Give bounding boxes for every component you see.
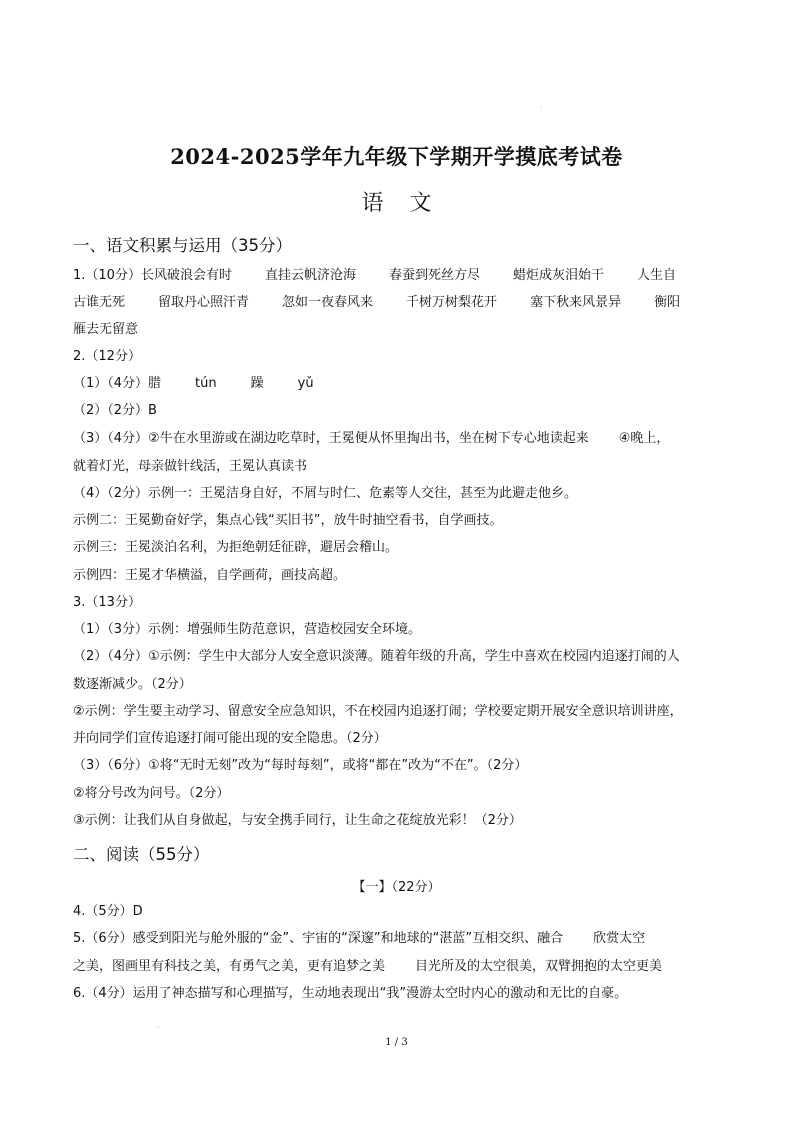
answer-text: 5.（6分）感受到阳光与舱外服的“金”、宇宙的“深邃”和地球的“湛蓝”互相交织、融合 <box>73 931 564 946</box>
answer-text: 塞下秋来风景异 <box>530 295 622 310</box>
answer-line: 示例四：王冕才华横溢，自学画荷，画技高超。 <box>73 568 347 583</box>
section-heading-2: 二、阅读（55分） <box>73 845 210 864</box>
answer-line: ③示例：让我们从自身做起，与安全携手同行，让生命之花绽放光彩！（2分） <box>73 813 522 828</box>
question-head: 3.（13分） <box>73 595 141 610</box>
answer-line: ②将分号改为问号。（2分） <box>73 786 230 801</box>
answer-line: （4）（2分）示例一：王冕洁身自好，不屑与时仁、危素等人交往，甚至为此避走他乡。 <box>73 486 578 501</box>
answer-text: 躁 <box>250 376 264 391</box>
answer-line: （3）（6分）①将“无时无刻”改为“每时每刻”，或将“都在”改为“不在”。（2分） <box>73 758 528 773</box>
answer-text: 直挂云帆济沧海 <box>264 268 356 283</box>
reading-part-heading: 【一】（22分） <box>352 880 441 895</box>
answer-line <box>73 294 680 312</box>
exam-title: 2024-2025学年九年级下学期开学摸底考试卷 <box>170 144 623 169</box>
answer-line: （2）（2分）B <box>73 403 157 418</box>
answer-text: 之美，图画里有科技之美，有勇气之美，更有追梦之美 <box>73 959 386 974</box>
answer-text: 留取丹心照汗青 <box>158 295 250 310</box>
subject-title: 语文 <box>361 191 458 216</box>
answer-text: （3）（4分）②牛在水里游或在湖边吃草时，王冕便从怀里掏出书，坐在树下专心地读起来 <box>73 431 589 446</box>
answer-line <box>73 430 669 448</box>
answer-line: 数逐渐减少。（2分） <box>73 677 192 692</box>
scan-mark-bottom: · <box>157 1023 160 1032</box>
answer-line: 示例二：王冕勤奋好学，集点心钱“买旧书”，放牛时抽空看书，自学画技。 <box>73 513 503 528</box>
answer-line: 4.（5分）D <box>73 904 143 919</box>
answer-text: 欣赏太空 <box>593 931 646 946</box>
answer-text: 古谁无死 <box>73 295 126 310</box>
answer-line: 示例三：王冕淡泊名利，为拒绝朝廷征辟，避居会稽山。 <box>73 540 399 555</box>
answer-text: 目光所及的太空很美，双臂拥抱的太空更美 <box>415 959 663 974</box>
answer-text: 千树万树梨花开 <box>406 295 498 310</box>
answer-text: （1）（4分）腊 <box>73 376 162 391</box>
answer-line: 6.（4分）运用了神态描写和心理描写，生动地表现出“我”漫游太空时内心的激动和无比的自豪。 <box>73 986 628 1001</box>
answer-line: ②示例：学生要主动学习、留意安全应急知识，不在校园内追逐打闹；学校要定期开展安全意识培训讲座， <box>73 704 683 719</box>
answer-line: 雁去无留意 <box>73 322 139 337</box>
answer-text: 蜡炬成灰泪始干 <box>512 268 604 283</box>
answer-text: 忽如一夜春风来 <box>282 295 374 310</box>
answer-line: 就着灯光，母亲做针线活，王冕认真读书 <box>73 459 308 474</box>
answer-text: ④晚上， <box>618 431 670 446</box>
answer-text: 春蚕到死丝方尽 <box>388 268 480 283</box>
answer-line <box>73 375 314 393</box>
answer-text: 1.（10分）长风破浪会有时 <box>73 268 232 283</box>
section-heading-1: 一、语文积累与运用（35分） <box>73 236 292 255</box>
answer-text: 衡阳 <box>654 295 681 310</box>
scan-mark-top: · <box>540 103 543 112</box>
answer-line: 并向同学们宣传追逐打闹可能出现的安全隐患。（2分） <box>73 731 387 746</box>
page-number: 1 / 3 <box>385 1037 408 1048</box>
answer-line <box>73 267 676 285</box>
pinyin-text: tún <box>195 376 217 391</box>
pinyin-text: yǔ <box>297 376 314 391</box>
answer-line: （2）（4分）①示例：学生中大部分人安全意识淡薄。随着年级的升高，学生中喜欢在校园内追逐打闹的人 <box>73 649 680 664</box>
answer-line <box>73 930 645 948</box>
answer-text: 人生自 <box>637 268 677 283</box>
question-head: 2.（12分） <box>73 349 141 364</box>
answer-line <box>73 958 662 976</box>
answer-line: （1）（3分）示例：增强师生防范意识，营造校园安全环境。 <box>73 622 422 637</box>
